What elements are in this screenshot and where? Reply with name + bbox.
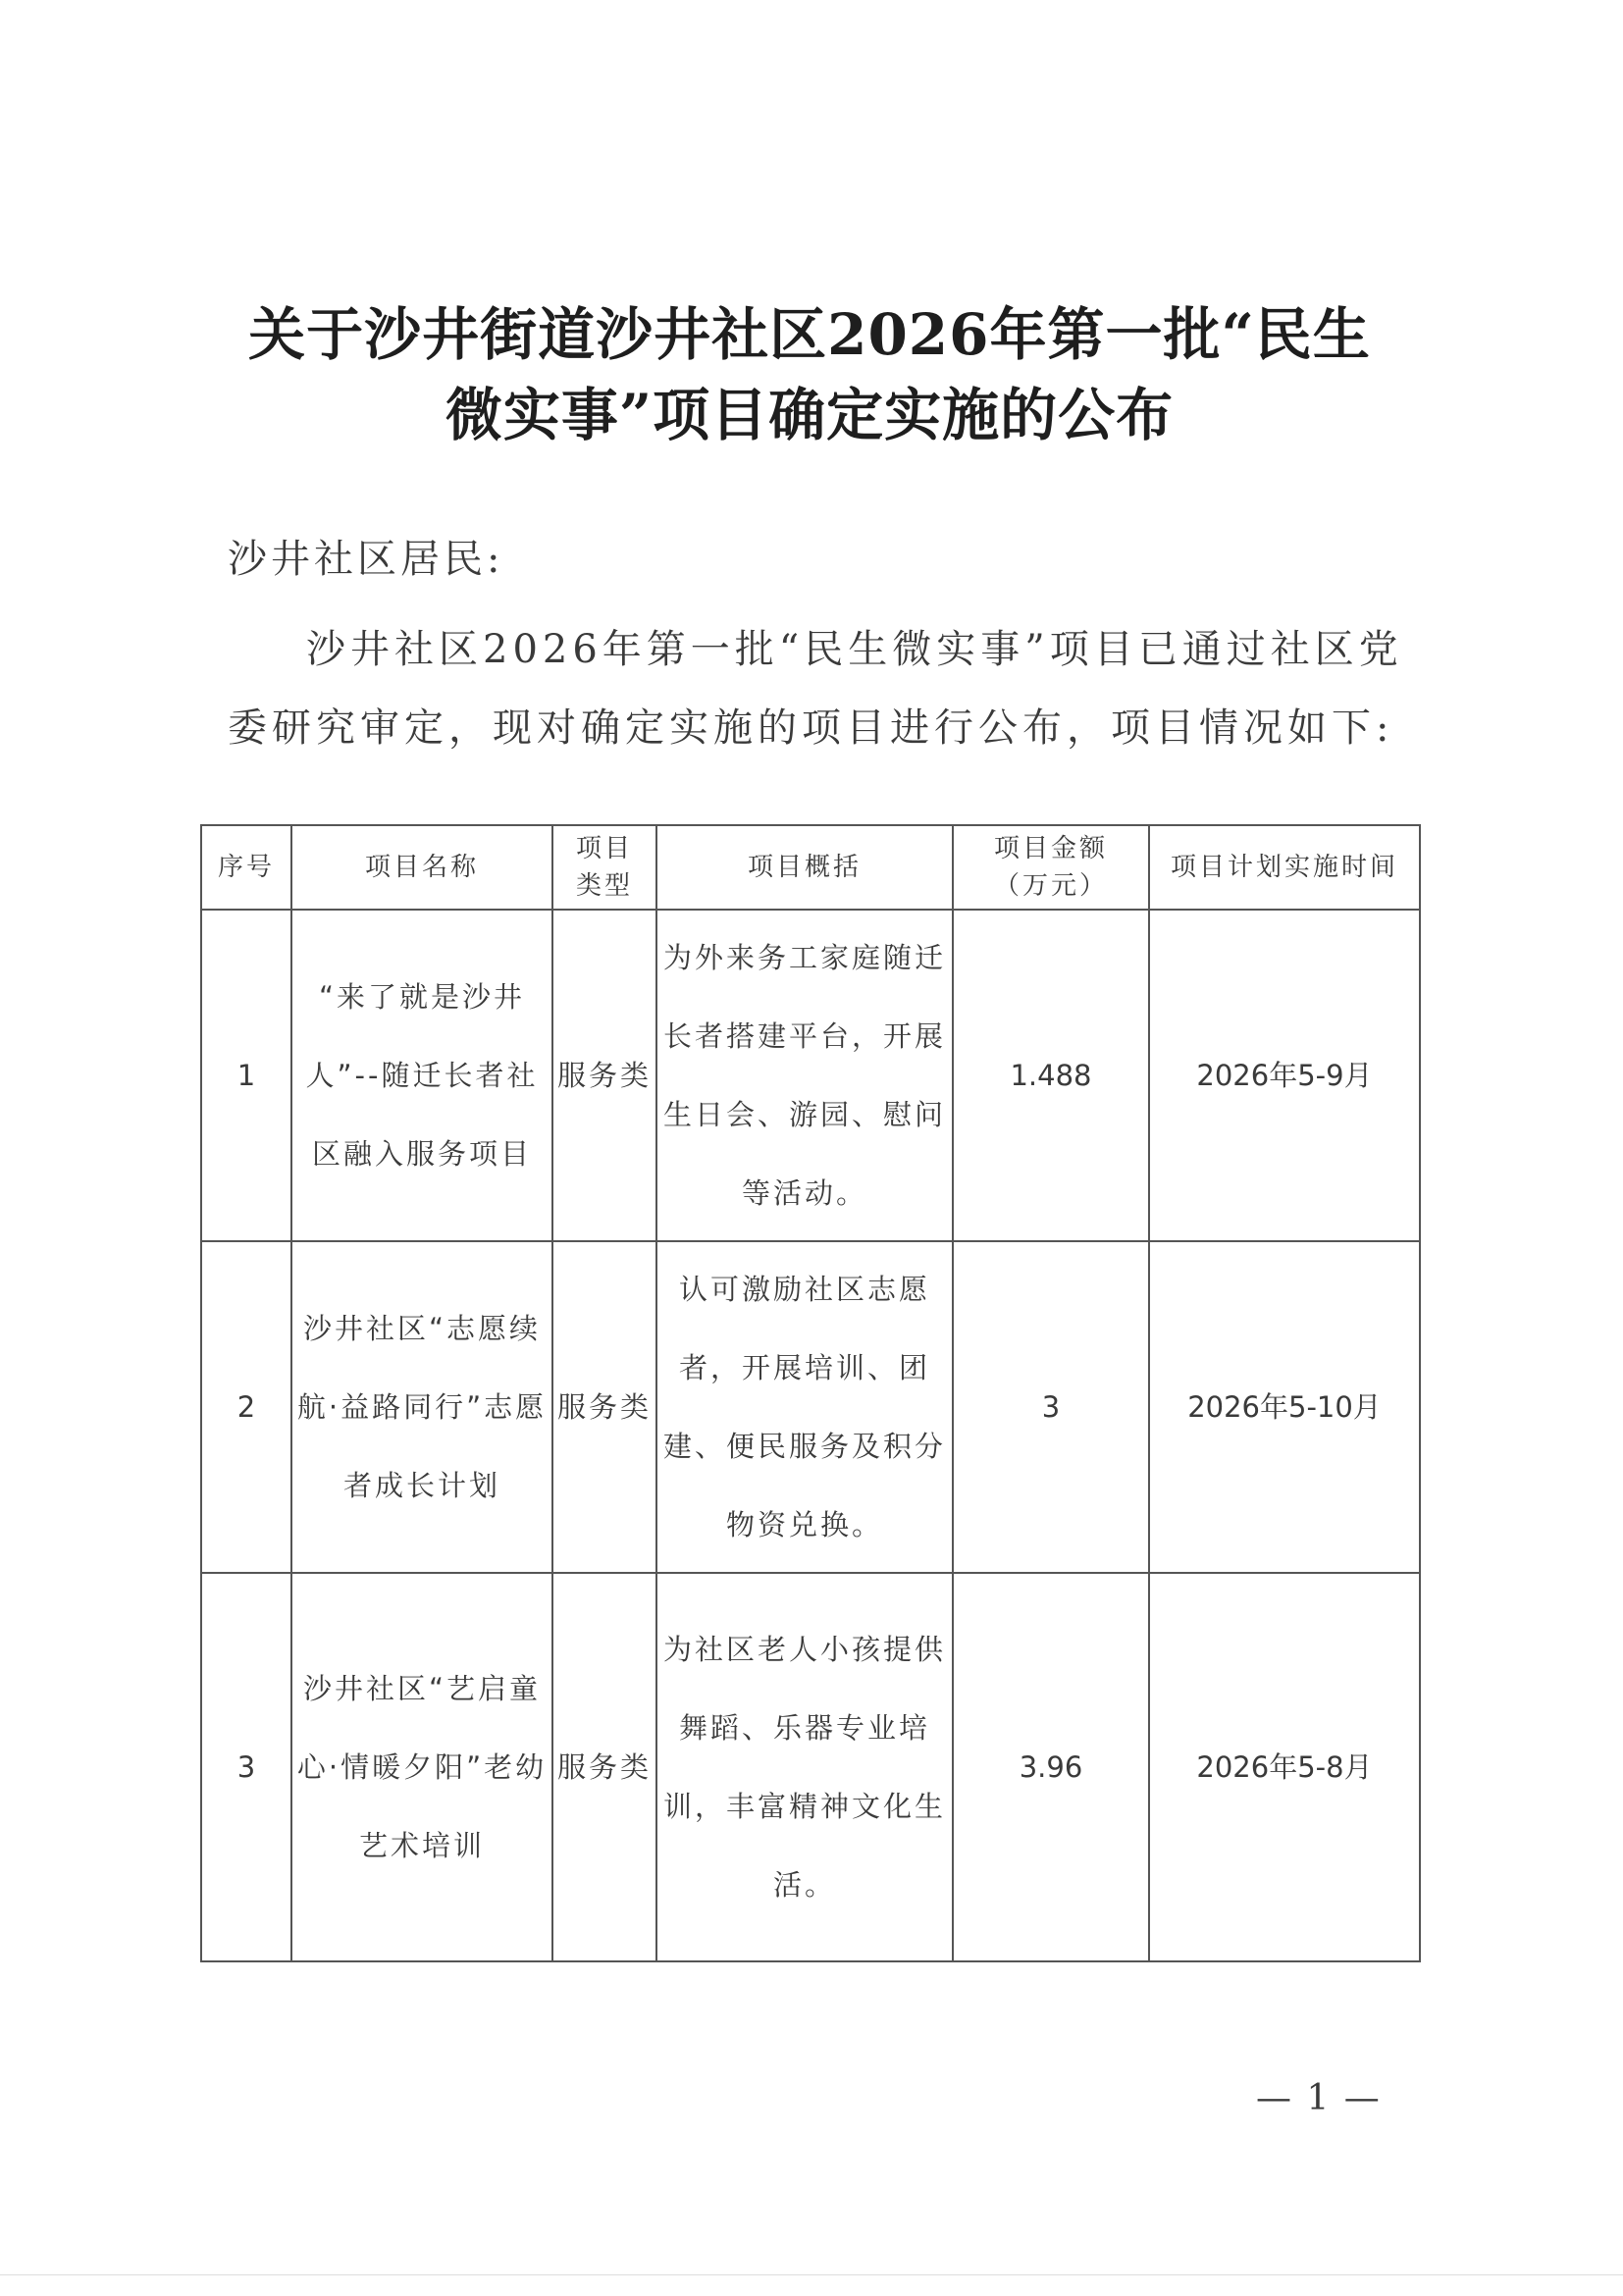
body-line-1: 沙井社区2026年第一批“民生微实事”项目已通过社区党	[306, 627, 1403, 672]
title-line-1: 关于沙井街道沙井社区2026年第一批“民生	[248, 301, 1371, 368]
table-row	[201, 1573, 1420, 1961]
cell-name: 沙井社区“志愿续航·益路同行”志愿者成长计划	[291, 1241, 552, 1573]
table-row	[201, 910, 1420, 1241]
table-header-row	[201, 825, 1420, 910]
header-summary: 项目概括	[656, 825, 953, 910]
cell-summary: 为社区老人小孩提供舞蹈、乐器专业培训，丰富精神文化生活。	[656, 1573, 953, 1961]
cell-name: “来了就是沙井人”--随迁长者社区融入服务项目	[291, 910, 552, 1241]
header-type: 项目类型	[552, 825, 656, 910]
header-amount: 项目金额（万元）	[953, 825, 1149, 910]
cell-type: 服务类	[552, 1241, 656, 1573]
cell-name: 沙井社区“艺启童心·情暖夕阳”老幼艺术培训	[291, 1573, 552, 1961]
cell-period: 2026年5-8月	[1149, 1573, 1420, 1961]
cell-type: 服务类	[552, 910, 656, 1241]
cell-seq: 1	[201, 910, 291, 1241]
salutation: 沙井社区居民:	[228, 537, 504, 582]
header-period: 项目计划实施时间	[1149, 825, 1420, 910]
cell-amount: 3	[953, 1241, 1149, 1573]
scan-edge-divider	[0, 2274, 1623, 2275]
cell-summary: 为外来务工家庭随迁长者搭建平台，开展生日会、游园、慰问等活动。	[656, 910, 953, 1241]
cell-seq: 3	[201, 1573, 291, 1961]
header-seq: 序号	[201, 825, 291, 910]
cell-summary: 认可激励社区志愿者，开展培训、团建、便民服务及积分物资兑换。	[656, 1241, 953, 1573]
cell-seq: 2	[201, 1241, 291, 1573]
table-row	[201, 1241, 1420, 1573]
body-line-2: 委研究审定，现对确定实施的项目进行公布，项目情况如下:	[228, 705, 1394, 751]
cell-period: 2026年5-10月	[1149, 1241, 1420, 1573]
cell-type: 服务类	[552, 1573, 656, 1961]
cell-amount: 1.488	[953, 910, 1149, 1241]
projects-table	[200, 824, 1421, 1962]
document-title	[177, 294, 1442, 455]
body-paragraph	[228, 610, 1405, 767]
cell-amount: 3.96	[953, 1573, 1149, 1961]
title-line-2: 微实事”项目确定实施的公布	[445, 382, 1175, 448]
cell-period: 2026年5-9月	[1149, 910, 1420, 1241]
page-number: — 1 —	[1256, 2078, 1382, 2118]
header-name: 项目名称	[291, 825, 552, 910]
